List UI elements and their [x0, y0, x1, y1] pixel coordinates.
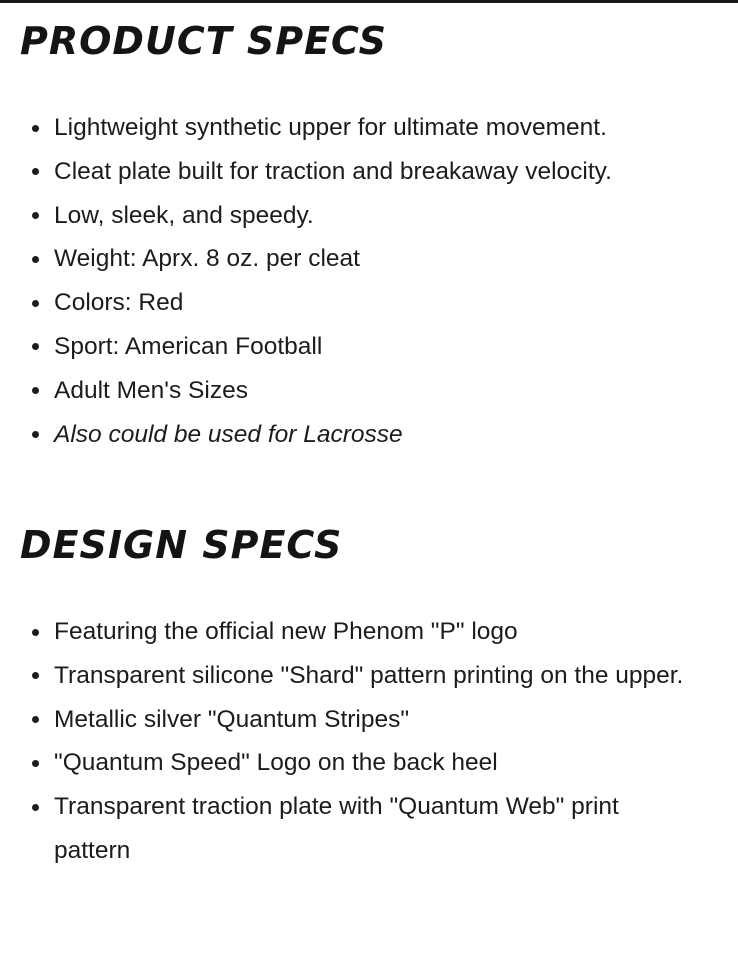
- bullet-icon: [32, 672, 39, 679]
- bullet-icon: [32, 804, 39, 811]
- list-item: [0, 325, 700, 369]
- bullet-icon: [32, 125, 39, 132]
- bullet-icon: [32, 387, 39, 394]
- list-item: [0, 194, 700, 238]
- bullet-icon: [32, 431, 39, 438]
- list-item-text: Low, sleek, and speedy.: [54, 201, 314, 229]
- list-item-text: "Quantum Speed" Logo on the back heel: [54, 749, 498, 777]
- product-specs-list: [0, 106, 700, 456]
- list-item-text: Weight: Aprx. 8 oz. per cleat: [54, 245, 360, 273]
- list-item: [0, 281, 700, 325]
- list-item: [0, 413, 700, 457]
- list-item-text: Sport: American Football: [54, 332, 323, 360]
- list-item: [0, 698, 700, 742]
- list-item-text: Also could be used for Lacrosse: [54, 420, 403, 448]
- list-item-text: Metallic silver "Quantum Stripes": [54, 705, 410, 733]
- bullet-icon: [32, 760, 39, 767]
- bullet-icon: [32, 212, 39, 219]
- list-item: [0, 369, 700, 413]
- list-item: [0, 654, 694, 698]
- list-item: [0, 741, 700, 785]
- bullet-icon: [32, 168, 39, 175]
- list-item-text: Featuring the official new Phenom "P" logo: [54, 618, 518, 645]
- bullet-icon: [32, 256, 39, 263]
- bullet-icon: [32, 629, 39, 636]
- list-item-text: Cleat plate built for traction and breakaway velocity.: [54, 157, 612, 185]
- product-specs-heading: PRODUCT SPECS: [20, 19, 387, 63]
- bullet-icon: [32, 300, 39, 307]
- list-item: [0, 610, 700, 654]
- list-item: [0, 237, 700, 281]
- bullet-icon: [32, 716, 39, 723]
- top-divider: [0, 0, 738, 3]
- list-item-text: Adult Men's Sizes: [54, 376, 248, 404]
- list-item-text: Transparent traction plate with "Quantum Web" print pattern: [54, 793, 619, 864]
- design-specs-list: [0, 610, 700, 873]
- list-item: [0, 785, 694, 873]
- list-item-text: Colors: Red: [54, 289, 184, 317]
- bullet-icon: [32, 343, 39, 350]
- design-specs-heading: DESIGN SPECS: [20, 523, 343, 567]
- list-item: [0, 106, 700, 150]
- list-item-text: Lightweight synthetic upper for ultimate movement.: [54, 114, 607, 141]
- list-item: [0, 150, 700, 194]
- list-item-text: Transparent silicone "Shard" pattern printing on the upper.: [54, 661, 684, 689]
